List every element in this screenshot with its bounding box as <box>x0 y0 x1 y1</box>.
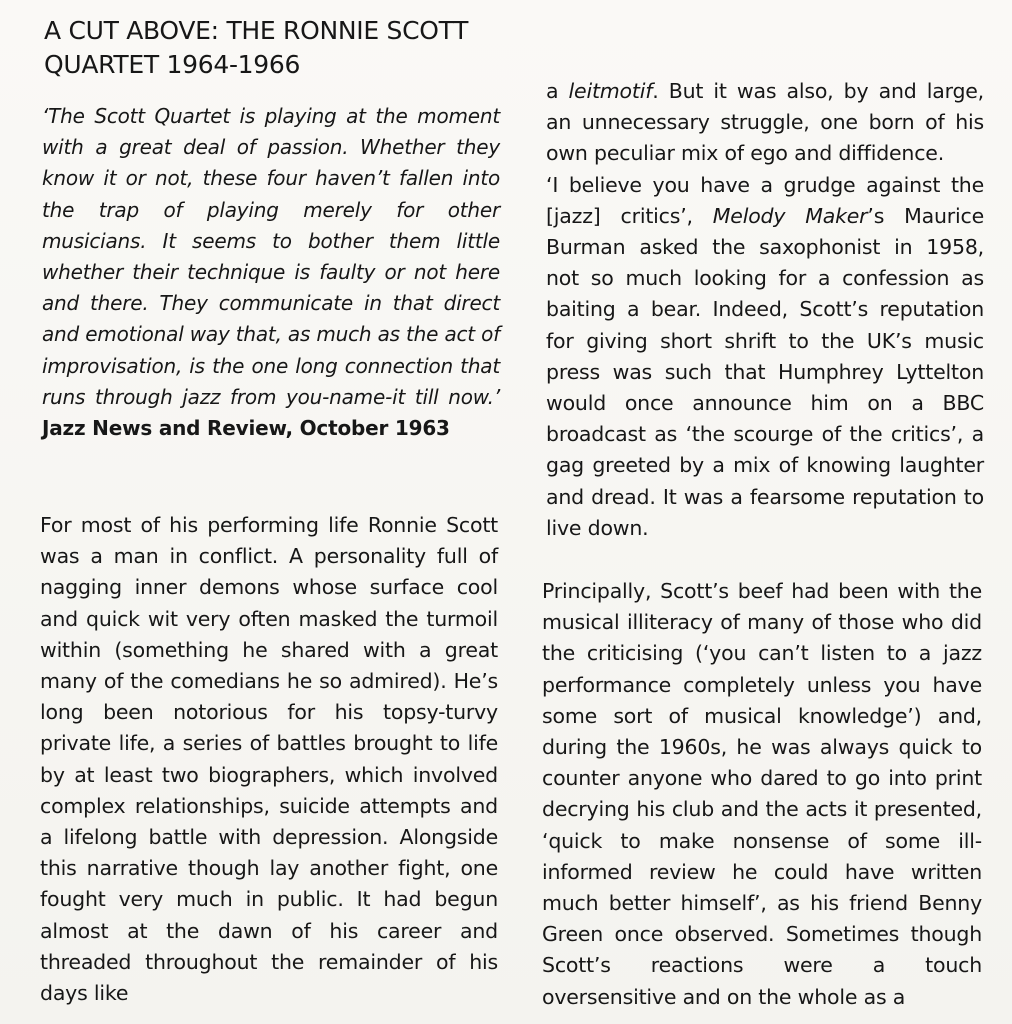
right-p1-italic-a: leitmotif <box>568 79 653 103</box>
epigraph-text: ‘The Scott Quartet is playing at the moment with a great deal of passion. Whether they know it or not, these four haven’t fallen into the trap of playing merely for other musicians. It seems to bother them little whether their technique is faulty or not here and there. They communicate in that direct and emotional way that, as much as the act of improvisation, is the one long connection that runs through jazz from you-name-it till now.’ <box>42 104 500 409</box>
right-column-paragraph-2: Principally, Scott’s beef had been with the musical illiteracy of many of those who did the criticising (‘you can’t listen to a jazz performance completely unless you have some sort of musical knowledge’) and, during the 1960s, he was always quick to counter anyone who dared to go into print decrying his club and the acts it presented, ‘quick to make nonsense of some ill-informed review he could have written much better himself’, as his friend Benny Green once observed. Sometimes though Scott’s reactions were a touch oversensitive and on the whole as a <box>542 579 982 1009</box>
chapter-title: A CUT ABOVE: THE RONNIE SCOTT QUARTET 1964-1966 <box>44 16 469 79</box>
right-column-paragraph-1 <box>546 76 984 544</box>
right-p1-italic-b: Melody Maker <box>712 203 868 228</box>
epigraph-source: Jazz News and Review, October 1963 <box>42 416 450 441</box>
epigraph-quote <box>42 101 500 444</box>
right-p1-text-d: ’s Maurice Burman asked the saxophonist in 1958, not so much looking for a confession as baiting a bear. Indeed, Scott’s reputation for giving short shrift to the UK’s music press was such that Humphrey Lyttelton would once announce him on a BBC broadcast as ‘the scourge of the critics’, a gag greeted by a mix of knowing laughter and dread. It was a fearsome reputation to live down. <box>546 203 984 540</box>
left-column-paragraph: For most of his performing life Ronnie Scott was a man in conflict. A personality full of nagging inner demons whose surface cool and quick wit very often masked the turmoil within (something he shared with a great many of the comedians he so admired). He’s long been notorious for his topsy-turvy private life, a series of battles brought to life by at least two biographers, which involved complex relationships, suicide attempts and a lifelong battle with depression. Alongside this narrative though lay another fight, one fought very much in public. It had begun almost at the dawn of his career and threaded throughout the remainder of his days like <box>40 513 498 1006</box>
right-p1-text-c: ‘I believe you have a grudge against the [jazz] critics’, <box>546 172 984 228</box>
right-p1-text-b: . But it was also, by and large, an unnecessary struggle, one born of his own peculiar mix of ego and diffidence. <box>546 79 984 166</box>
right-p1-text-a: a <box>546 79 569 103</box>
